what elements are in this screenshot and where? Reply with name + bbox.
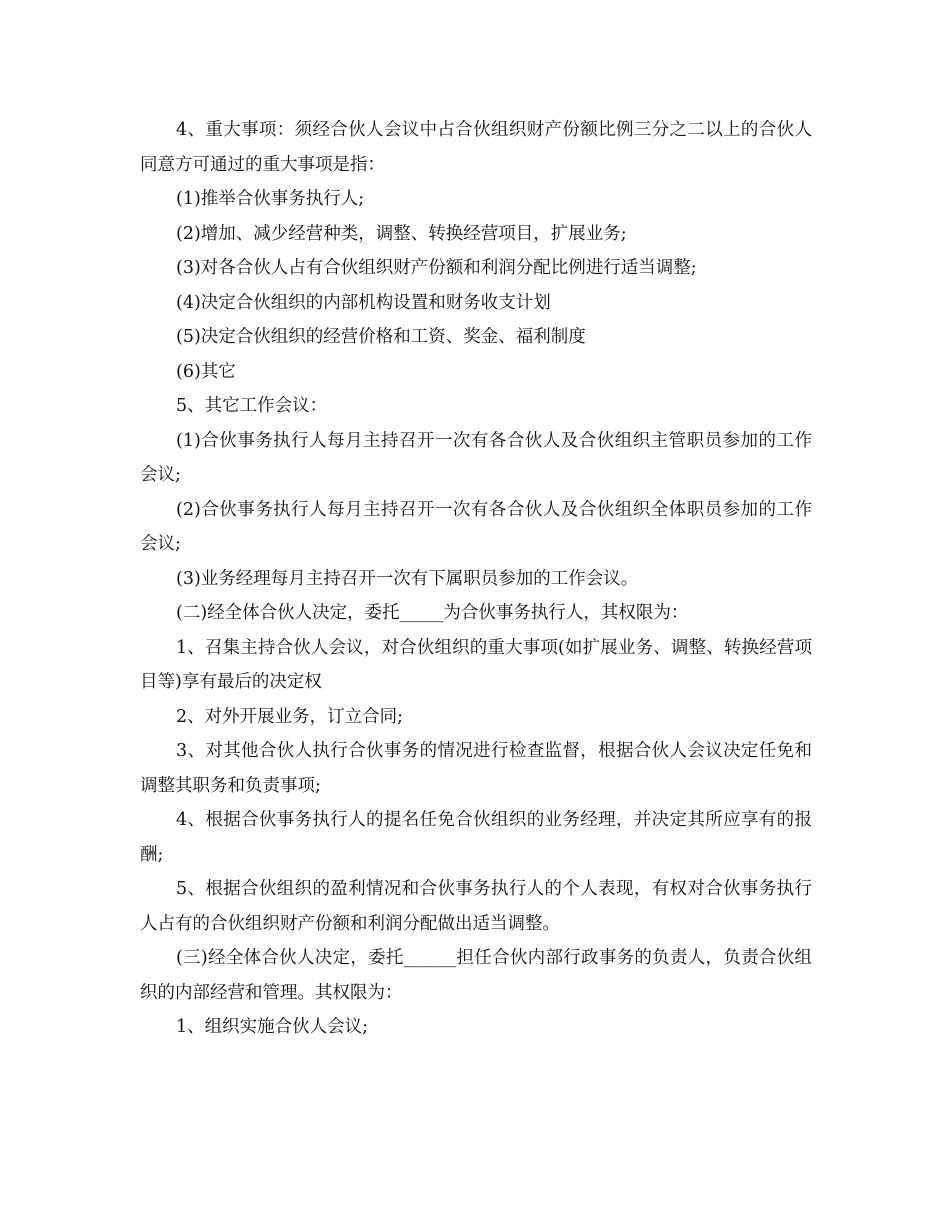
list-item-pricing-wages: (5)决定合伙组织的经营价格和工资、奖金、福利制度 — [176, 327, 586, 347]
list-item-appoint-manager: 4、根据合伙事务执行人的提名任免合伙组织的业务经理，并决定其所应享有的报酬; — [140, 810, 812, 865]
list-item-convene-meeting: 1、召集主持合伙人会议，对合伙组织的重大事项(如扩展业务、调整、转换经营项目等)享有最后的决定权 — [140, 637, 812, 692]
list-item-adjust-executor-share: 5、根据合伙组织的盈利情况和合伙事务执行人的个人表现，有权对合伙事务执行人占有的合伙组织财产份额和利润分配做出适当调整。 — [140, 879, 812, 934]
list-item-department-meeting: (3)业务经理每月主持召开一次有下属职员参加的工作会议。 — [176, 568, 639, 589]
paragraph-executor-appointment: (二)经全体合伙人决定，委托_____为合伙事务执行人，其权限为： — [176, 603, 689, 623]
list-item-other: (6)其它 — [176, 361, 236, 382]
list-item-manager-meeting: (1)合伙事务执行人每月主持召开一次有各合伙人及合伙组织主管职员参加的工作会议; — [140, 430, 812, 485]
list-item-share-adjustment: (3)对各合伙人占有合伙组织财产份额和利润分配比例进行适当调整; — [176, 258, 697, 278]
list-item-all-staff-meeting: (2)合伙事务执行人每月主持召开一次有各合伙人及合伙组织全体职员参加的工作会议; — [140, 499, 812, 554]
paragraph-other-meetings: 5、其它工作会议： — [176, 396, 328, 416]
list-item-business-scope: (2)增加、减少经营种类，调整、转换经营项目，扩展业务; — [176, 223, 627, 244]
list-item-internal-structure: (4)决定合伙组织的内部机构设置和财务收支计划 — [176, 292, 551, 313]
list-item-sign-contracts: 2、对外开展业务，订立合同; — [176, 706, 404, 727]
paragraph-major-matters: 4、重大事项：须经合伙人会议中占合伙组织财产份额比例三分之二以上的合伙人同意方可通过的重大事项是指： — [140, 120, 812, 175]
paragraph-admin-appointment: (三)经全体合伙人决定，委托______担任合伙内部行政事务的负责人，负责合伙组织的内部经营和管理。其权限为： — [140, 948, 812, 1003]
list-item-organize-meeting: 1、组织实施合伙人会议; — [176, 1017, 369, 1037]
list-item-supervision: 3、对其他合伙人执行合伙事务的情况进行检查监督，根据合伙人会议决定任免和调整其职务和负责事项; — [140, 741, 812, 796]
list-item-elect-executor: (1)推举合伙事务执行人; — [176, 189, 365, 209]
document-page — [140, 113, 812, 1045]
